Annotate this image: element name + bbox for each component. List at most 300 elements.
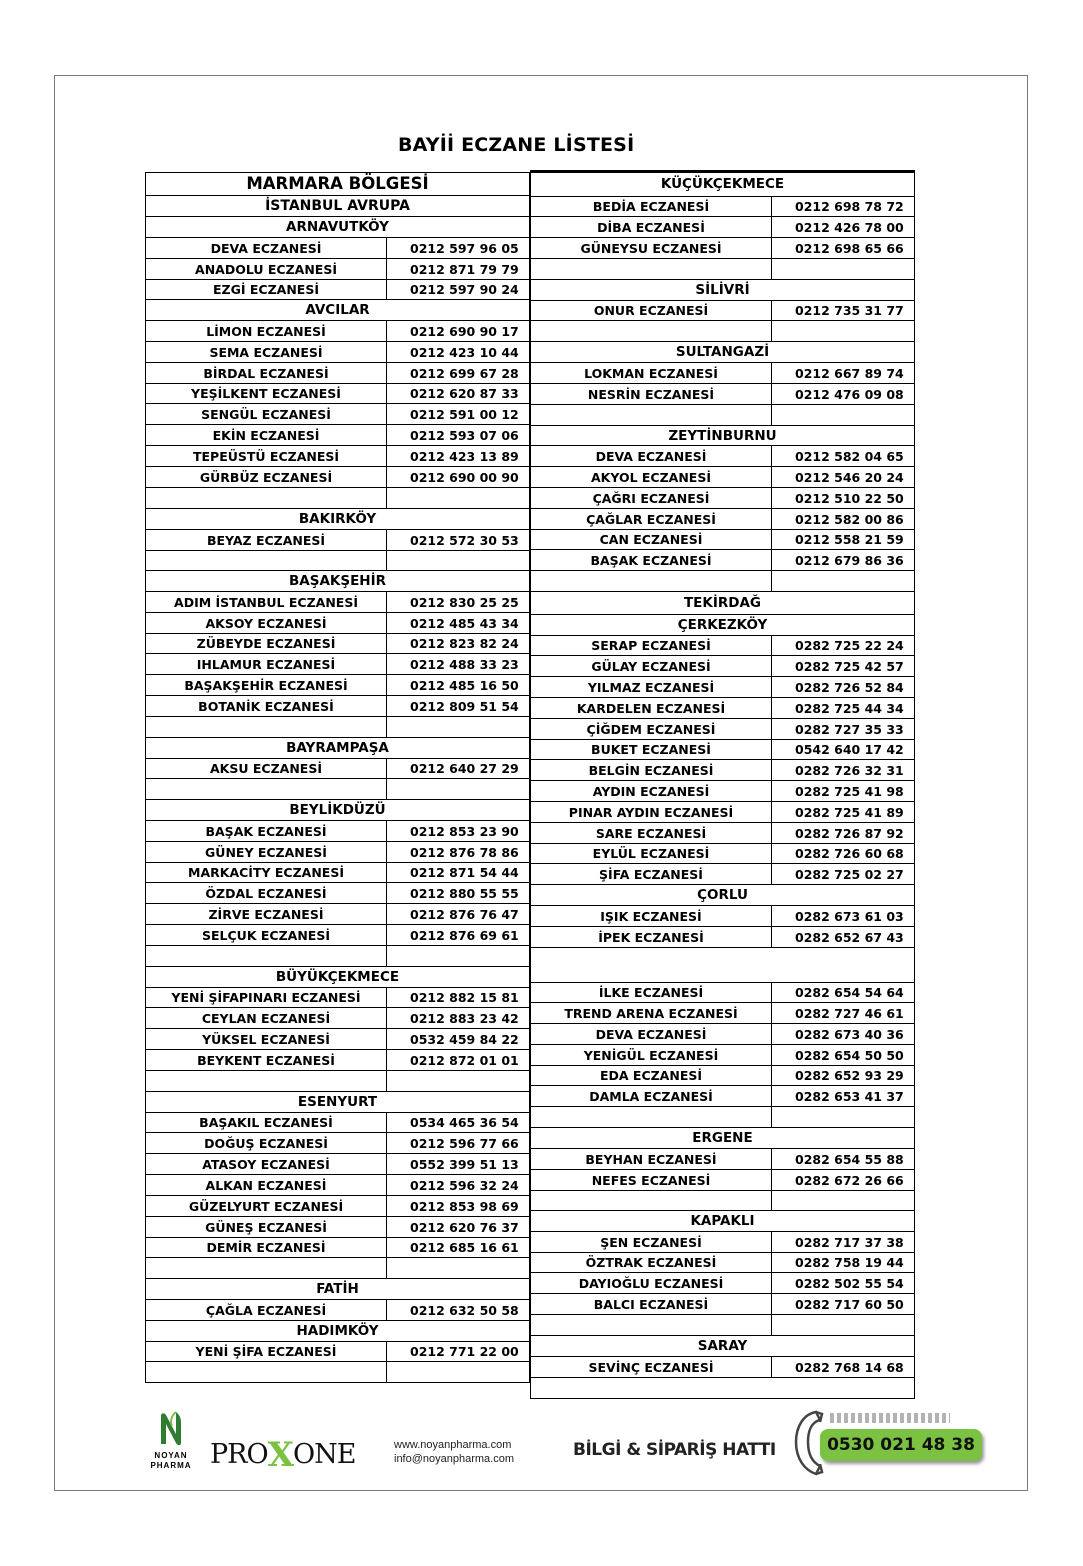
pharmacy-row bbox=[145, 237, 529, 258]
pharmacy-phone: 0212 597 96 05 bbox=[410, 241, 519, 256]
district-header: BEYLİKDÜZÜ bbox=[145, 799, 529, 820]
pharmacy-name: EDA ECZANESİ bbox=[531, 1066, 772, 1085]
pharmacy-row bbox=[145, 1028, 529, 1049]
pharmacy-phone: 0212 546 20 24 bbox=[795, 470, 904, 485]
pharmacy-phone: 0282 654 50 50 bbox=[795, 1048, 904, 1063]
district-header: ÇORLU bbox=[531, 884, 914, 905]
pharmacy-row bbox=[145, 258, 529, 279]
pharmacy-phone: 0212 876 69 61 bbox=[410, 928, 519, 943]
pharmacy-row bbox=[531, 1002, 914, 1023]
pharmacy-phone: 0282 768 14 68 bbox=[795, 1360, 904, 1375]
pharmacy-name: BAŞAK ECZANESİ bbox=[531, 550, 772, 570]
pharmacy-row bbox=[531, 843, 914, 863]
pharmacy-name: NESRİN ECZANESİ bbox=[531, 384, 772, 404]
pharmacy-phone: 0212 679 86 36 bbox=[795, 553, 904, 568]
pharmacy-row bbox=[145, 591, 529, 612]
pharmacy-row bbox=[531, 1065, 914, 1085]
pharmacy-row bbox=[531, 1293, 914, 1314]
pharmacy-row bbox=[145, 341, 529, 362]
pharmacy-name bbox=[146, 1258, 387, 1278]
pharmacy-name: SELÇUK ECZANESİ bbox=[146, 925, 387, 945]
pharmacy-phone: 0212 685 16 61 bbox=[410, 1240, 519, 1255]
pharmacy-row bbox=[531, 1252, 914, 1272]
pharmacy-row bbox=[145, 424, 529, 445]
pharmacy-row bbox=[145, 820, 529, 841]
pharmacy-row bbox=[145, 987, 529, 1007]
pharmacy-row bbox=[145, 903, 529, 924]
pharmacy-name: DİBA ECZANESİ bbox=[531, 217, 772, 237]
district-header: ESENYURT bbox=[145, 1091, 529, 1112]
pharmacy-row bbox=[531, 1085, 914, 1106]
pharmacy-phone: 0212 632 50 58 bbox=[410, 1303, 519, 1318]
pharmacy-phone bbox=[772, 1315, 914, 1335]
pharmacy-name: BEYHAN ECZANESİ bbox=[531, 1149, 772, 1169]
pharmacy-row bbox=[531, 1314, 914, 1335]
pharmacy-row bbox=[145, 1132, 529, 1153]
pharmacy-name: TREND ARENA ECZANESİ bbox=[531, 1003, 772, 1023]
pharmacy-phone: 0282 652 67 43 bbox=[795, 930, 904, 945]
pharmacy-name bbox=[146, 779, 387, 799]
pharmacy-row bbox=[531, 780, 914, 801]
district-header: İSTANBUL AVRUPA bbox=[145, 195, 529, 216]
pharmacy-name: CEYLAN ECZANESİ bbox=[146, 1008, 387, 1028]
pharmacy-row bbox=[145, 653, 529, 674]
pharmacy-row bbox=[531, 1169, 914, 1190]
pharmacy-name: ÇAĞRI ECZANESİ bbox=[531, 488, 772, 508]
pharmacy-row bbox=[531, 1044, 914, 1065]
pharmacy-phone: 0212 620 87 33 bbox=[410, 386, 519, 401]
pharmacy-name: BUKET ECZANESİ bbox=[531, 740, 772, 759]
pharmacy-row bbox=[531, 718, 914, 739]
pharmacy-row bbox=[531, 570, 914, 591]
pharmacy-phone: 0212 593 07 06 bbox=[410, 428, 519, 443]
pharmacy-phone: 0212 876 78 86 bbox=[410, 845, 519, 860]
district-header: ZEYTİNBURNU bbox=[531, 425, 914, 445]
pharmacy-row bbox=[145, 1007, 529, 1028]
pharmacy-row bbox=[531, 863, 914, 884]
pharmacy-row bbox=[531, 635, 914, 655]
district-header: BAŞAKŞEHİR bbox=[145, 570, 529, 591]
pharmacy-name: SEVİNÇ ECZANESİ bbox=[531, 1357, 772, 1377]
pharmacy-name: BELGİN ECZANESİ bbox=[531, 760, 772, 780]
pharmacy-name: YEŞİLKENT ECZANESİ bbox=[146, 384, 387, 403]
pharmacy-phone bbox=[387, 717, 529, 737]
noyan-leaf-icon bbox=[157, 1410, 185, 1446]
pharmacy-phone: 0212 823 82 24 bbox=[410, 636, 519, 651]
district-header: SULTANGAZİ bbox=[531, 341, 914, 362]
pharmacy-name: ÇAĞLAR ECZANESİ bbox=[531, 509, 772, 529]
district-header: BÜYÜKÇEKMECE bbox=[145, 966, 529, 987]
pharmacy-phone: 0282 726 52 84 bbox=[795, 680, 904, 695]
pharmacy-name bbox=[531, 571, 772, 591]
pharmacy-name: ONUR ECZANESİ bbox=[531, 301, 772, 320]
pharmacy-name: GÜNEY ECZANESİ bbox=[146, 842, 387, 862]
pharmacy-name: AKYOL ECZANESİ bbox=[531, 467, 772, 487]
pharmacy-row bbox=[531, 1190, 914, 1210]
district-header: AVCILAR bbox=[145, 299, 529, 320]
pharmacy-phone: 0212 698 78 72 bbox=[795, 199, 904, 214]
pharmacy-row bbox=[145, 1299, 529, 1320]
pharmacy-row bbox=[145, 695, 529, 716]
pharmacy-row bbox=[531, 655, 914, 676]
pharmacy-phone: 0212 853 23 90 bbox=[410, 824, 519, 839]
pharmacy-phone: 0282 725 02 27 bbox=[795, 867, 904, 882]
pharmacy-phone: 0282 725 41 98 bbox=[795, 784, 904, 799]
pharmacy-row bbox=[145, 550, 529, 570]
pharmacy-phone: 0212 485 43 34 bbox=[410, 616, 519, 631]
pharmacy-phone: 0212 853 98 69 bbox=[410, 1199, 519, 1214]
pharmacy-name: MARKACİTY ECZANESİ bbox=[146, 863, 387, 882]
pharmacy-phone: 0282 726 87 92 bbox=[795, 826, 904, 841]
pharmacy-phone: 0212 426 78 00 bbox=[795, 220, 904, 235]
pharmacy-row bbox=[531, 1356, 914, 1377]
pharmacy-name: CAN ECZANESİ bbox=[531, 530, 772, 549]
pharmacy-row bbox=[531, 822, 914, 843]
pharmacy-row bbox=[531, 258, 914, 279]
pharmacy-name: DAMLA ECZANESİ bbox=[531, 1086, 772, 1106]
email-link[interactable]: info@noyanpharma.com bbox=[394, 1453, 515, 1465]
proxone-logo-pro: PRO bbox=[210, 1439, 268, 1470]
pharmacy-row bbox=[531, 383, 914, 404]
pharmacy-row bbox=[531, 1023, 914, 1044]
pharmacy-name: ATASOY ECZANESİ bbox=[146, 1154, 387, 1174]
pharmacy-name: GÜNEŞ ECZANESİ bbox=[146, 1217, 387, 1237]
pharmacy-name: BEYKENT ECZANESİ bbox=[146, 1050, 387, 1070]
pharmacy-row bbox=[145, 1153, 529, 1174]
pharmacy-name: ALKAN ECZANESİ bbox=[146, 1175, 387, 1195]
district-header: KÜÇÜKÇEKMECE bbox=[660, 176, 785, 192]
pharmacy-phone: 0212 582 00 86 bbox=[795, 512, 904, 527]
pharmacy-row bbox=[145, 1049, 529, 1070]
pharmacy-name bbox=[531, 1315, 772, 1335]
pharmacy-phone: 0212 698 65 66 bbox=[795, 241, 904, 256]
left-pharmacy-table bbox=[145, 172, 530, 1383]
pharmacy-name: DEVA ECZANESİ bbox=[531, 446, 772, 466]
pharmacy-name: BOTANİK ECZANESİ bbox=[146, 696, 387, 716]
right-pharmacy-table bbox=[530, 172, 915, 1399]
pharmacy-name: GÜRBÜZ ECZANESİ bbox=[146, 467, 387, 487]
pharmacy-name: BEDİA ECZANESİ bbox=[531, 197, 772, 216]
district-header: ARNAVUTKÖY bbox=[145, 216, 529, 237]
pharmacy-name: AYDIN ECZANESİ bbox=[531, 781, 772, 801]
pharmacy-row bbox=[145, 1257, 529, 1278]
pharmacy-name: EKİN ECZANESİ bbox=[146, 425, 387, 445]
pharmacy-row bbox=[145, 1070, 529, 1091]
pharmacy-phone: 0212 596 32 24 bbox=[410, 1178, 519, 1193]
noyan-logo-line2: PHARMA bbox=[150, 1461, 192, 1470]
pharmacy-phone: 0552 399 51 13 bbox=[410, 1157, 519, 1172]
pharmacy-row bbox=[531, 300, 914, 320]
pharmacy-name: ANADOLU ECZANESİ bbox=[146, 259, 387, 279]
pharmacy-row bbox=[145, 945, 529, 966]
pharmacy-name bbox=[146, 1362, 387, 1382]
pharmacy-row bbox=[531, 529, 914, 549]
pharmacy-phone: 0282 725 44 34 bbox=[795, 701, 904, 716]
pharmacy-row bbox=[145, 362, 529, 383]
pharmacy-name: DEMİR ECZANESİ bbox=[146, 1238, 387, 1257]
district-header: BAYRAMPAŞA bbox=[145, 737, 529, 758]
pharmacy-name: SERAP ECZANESİ bbox=[531, 636, 772, 655]
pharmacy-name: GÜZELYURT ECZANESİ bbox=[146, 1196, 387, 1216]
pharmacy-name bbox=[146, 1071, 387, 1091]
pharmacy-row bbox=[531, 1106, 914, 1127]
pharmacy-phone: 0212 558 21 59 bbox=[795, 532, 904, 547]
pharmacy-name: LİMON ECZANESİ bbox=[146, 321, 387, 341]
pharmacy-row bbox=[531, 549, 914, 570]
pharmacy-name: BALCI ECZANESİ bbox=[531, 1294, 772, 1314]
pharmacy-row bbox=[145, 1195, 529, 1216]
pharmacy-phone: 0212 882 15 81 bbox=[410, 990, 519, 1005]
spacer-row bbox=[531, 947, 914, 982]
pharmacy-phone: 0282 725 22 24 bbox=[795, 638, 904, 653]
pharmacy-row bbox=[145, 882, 529, 903]
pharmacy-phone bbox=[772, 259, 914, 279]
noyan-logo-line1: NOYAN bbox=[154, 1451, 188, 1460]
pharmacy-phone: 0282 726 32 31 bbox=[795, 763, 904, 778]
district-header: FATİH bbox=[145, 1278, 529, 1299]
pharmacy-row bbox=[531, 237, 914, 258]
pharmacy-row bbox=[145, 1112, 529, 1132]
hotline-number[interactable]: 0530 021 48 38 bbox=[820, 1429, 982, 1461]
pharmacy-name: GÜLAY ECZANESİ bbox=[531, 656, 772, 676]
pharmacy-phone bbox=[772, 571, 914, 591]
pharmacy-name: SEMA ECZANESİ bbox=[146, 342, 387, 362]
pharmacy-row bbox=[531, 487, 914, 508]
pharmacy-phone: 0212 876 76 47 bbox=[410, 907, 519, 922]
pharmacy-row bbox=[145, 1216, 529, 1237]
pharmacy-name: DAYIOĞLU ECZANESİ bbox=[531, 1273, 772, 1293]
district-header: KAPAKLI bbox=[531, 1210, 914, 1231]
pharmacy-row bbox=[145, 674, 529, 695]
pharmacy-name: BİRDAL ECZANESİ bbox=[146, 363, 387, 383]
pharmacy-name: DEVA ECZANESİ bbox=[531, 1024, 772, 1044]
pharmacy-phone bbox=[772, 405, 914, 425]
pharmacy-row bbox=[531, 404, 914, 425]
pharmacy-row bbox=[531, 196, 914, 216]
district-header: SARAY bbox=[531, 1335, 914, 1356]
pharmacy-name: ÖZTRAK ECZANESİ bbox=[531, 1253, 772, 1272]
pharmacy-row bbox=[145, 487, 529, 508]
pharmacy-row bbox=[145, 320, 529, 341]
pharmacy-phone: 0212 488 33 23 bbox=[410, 657, 519, 672]
pharmacy-name bbox=[531, 1191, 772, 1210]
pharmacy-row bbox=[145, 1361, 529, 1382]
contact-links bbox=[394, 1438, 514, 1466]
pharmacy-phone: 0212 871 79 79 bbox=[410, 262, 519, 277]
pharmacy-phone: 0282 672 26 66 bbox=[795, 1173, 904, 1188]
website-link[interactable]: www.noyanpharma.com bbox=[394, 1439, 512, 1451]
pharmacy-row bbox=[145, 1341, 529, 1361]
pharmacy-name: KARDELEN ECZANESİ bbox=[531, 698, 772, 718]
district-header: HADIMKÖY bbox=[145, 1320, 529, 1341]
pharmacy-phone: 0282 726 60 68 bbox=[795, 846, 904, 861]
pharmacy-row bbox=[145, 279, 529, 299]
pharmacy-phone: 0532 459 84 22 bbox=[410, 1032, 519, 1047]
pharmacy-name: GÜNEYSU ECZANESİ bbox=[531, 238, 772, 258]
page-title: BAYİİ ECZANE LİSTESİ bbox=[398, 134, 635, 156]
pharmacy-name: ÇAĞLA ECZANESİ bbox=[146, 1300, 387, 1320]
pharmacy-name: IHLAMUR ECZANESİ bbox=[146, 654, 387, 674]
pharmacy-name: LOKMAN ECZANESİ bbox=[531, 363, 772, 383]
pharmacy-row bbox=[145, 758, 529, 778]
pharmacy-name: ÖZDAL ECZANESİ bbox=[146, 883, 387, 903]
pharmacy-phone: 0212 880 55 55 bbox=[410, 886, 519, 901]
pharmacy-row bbox=[531, 320, 914, 341]
pharmacy-name: ZİRVE ECZANESİ bbox=[146, 904, 387, 924]
pharmacy-name: EZGİ ECZANESİ bbox=[146, 280, 387, 299]
pharmacy-phone bbox=[387, 488, 529, 508]
pharmacy-phone: 0282 725 42 57 bbox=[795, 659, 904, 674]
pharmacy-phone: 0212 423 10 44 bbox=[410, 345, 519, 360]
pharmacy-phone: 0212 423 13 89 bbox=[410, 449, 519, 464]
pharmacy-phone: 0212 591 00 12 bbox=[410, 407, 519, 422]
pharmacy-name: BEYAZ ECZANESİ bbox=[146, 530, 387, 550]
pharmacy-row bbox=[531, 676, 914, 697]
pharmacy-phone: 0282 717 37 38 bbox=[795, 1235, 904, 1250]
pharmacy-row bbox=[531, 216, 914, 237]
pharmacy-name: YENİGÜL ECZANESİ bbox=[531, 1045, 772, 1065]
pharmacy-phone: 0212 872 01 01 bbox=[410, 1053, 519, 1068]
pharmacy-name: YÜKSEL ECZANESİ bbox=[146, 1029, 387, 1049]
pharmacy-name bbox=[531, 321, 772, 341]
pharmacy-phone: 0212 871 54 44 bbox=[410, 865, 519, 880]
pharmacy-name: AKSOY ECZANESİ bbox=[146, 613, 387, 633]
pharmacy-phone: 0282 717 60 50 bbox=[795, 1297, 904, 1312]
pharmacy-phone: 0282 653 41 37 bbox=[795, 1089, 904, 1104]
pharmacy-name: DOĞUŞ ECZANESİ bbox=[146, 1133, 387, 1153]
pharmacy-phone: 0282 727 46 61 bbox=[795, 1006, 904, 1021]
proxone-logo bbox=[210, 1432, 356, 1475]
pharmacy-row bbox=[145, 445, 529, 466]
pharmacy-name bbox=[146, 717, 387, 737]
pharmacy-name: AKSU ECZANESİ bbox=[146, 759, 387, 778]
pharmacy-phone: 0212 485 16 50 bbox=[410, 678, 519, 693]
pharmacy-row bbox=[531, 1148, 914, 1169]
pharmacy-name bbox=[146, 946, 387, 966]
pharmacy-phone bbox=[387, 551, 529, 570]
pharmacy-phone: 0282 727 35 33 bbox=[795, 722, 904, 737]
pharmacy-row bbox=[145, 716, 529, 737]
pharmacy-row bbox=[531, 739, 914, 759]
district-header: TEKİRDAĞ bbox=[531, 591, 914, 614]
pharmacy-name: SENGÜL ECZANESİ bbox=[146, 404, 387, 424]
pharmacy-phone: 0212 699 67 28 bbox=[410, 366, 519, 381]
pharmacy-name: ŞİFA ECZANESİ bbox=[531, 864, 772, 884]
pharmacy-row bbox=[531, 1272, 914, 1293]
pharmacy-name: NEFES ECZANESİ bbox=[531, 1170, 772, 1190]
pharmacy-phone: 0282 654 54 64 bbox=[795, 985, 904, 1000]
pharmacy-name: BAŞAK ECZANESİ bbox=[146, 821, 387, 841]
pharmacy-row bbox=[531, 905, 914, 926]
pharmacy-row bbox=[531, 982, 914, 1002]
pharmacy-phone bbox=[387, 946, 529, 966]
pharmacy-name: YENİ ŞİFA ECZANESİ bbox=[146, 1342, 387, 1361]
pharmacy-phone: 0212 690 90 17 bbox=[410, 324, 519, 339]
pharmacy-name: ZÜBEYDE ECZANESİ bbox=[146, 634, 387, 653]
pharmacy-phone: 0212 640 27 29 bbox=[410, 761, 519, 776]
district-header: BAKIRKÖY bbox=[145, 508, 529, 529]
pharmacy-row bbox=[145, 633, 529, 653]
pharmacy-phone: 0282 673 40 36 bbox=[795, 1027, 904, 1042]
pharmacy-phone bbox=[772, 321, 914, 341]
pharmacy-name: PINAR AYDIN ECZANESİ bbox=[531, 802, 772, 822]
pharmacy-phone: 0212 809 51 54 bbox=[410, 699, 519, 714]
pharmacy-name: DEVA ECZANESİ bbox=[146, 238, 387, 258]
pharmacy-name bbox=[531, 405, 772, 425]
pharmacy-phone: 0212 582 04 65 bbox=[795, 449, 904, 464]
pharmacy-phone bbox=[387, 1362, 529, 1382]
pharmacy-phone: 0542 640 17 42 bbox=[795, 742, 904, 757]
district-header: ÇERKEZKÖY bbox=[531, 614, 914, 635]
pharmacy-phone: 0282 502 55 54 bbox=[795, 1276, 904, 1291]
pharmacy-phone: 0282 654 55 88 bbox=[795, 1152, 904, 1167]
pharmacy-name: TEPEÜSTÜ ECZANESİ bbox=[146, 446, 387, 466]
pharmacy-phone: 0212 735 31 77 bbox=[795, 303, 904, 318]
pharmacy-phone bbox=[387, 779, 529, 799]
pharmacy-phone: 0212 620 76 37 bbox=[410, 1220, 519, 1235]
pharmacy-row bbox=[145, 403, 529, 424]
pharmacy-phone bbox=[387, 1071, 529, 1091]
pharmacy-name: YENİ ŞİFAPINARI ECZANESİ bbox=[146, 988, 387, 1007]
pharmacy-name: ÇİĞDEM ECZANESİ bbox=[531, 719, 772, 739]
pharmacy-row bbox=[145, 612, 529, 633]
pharmacy-phone bbox=[772, 1107, 914, 1127]
pharmacy-name: YILMAZ ECZANESİ bbox=[531, 677, 772, 697]
pharmacy-phone: 0212 572 30 53 bbox=[410, 533, 519, 548]
pharmacy-phone: 0212 883 23 42 bbox=[410, 1011, 519, 1026]
pharmacy-row bbox=[145, 383, 529, 403]
pharmacy-name bbox=[531, 259, 772, 279]
pharmacy-row bbox=[145, 1237, 529, 1257]
pharmacy-row bbox=[531, 362, 914, 383]
pharmacy-name bbox=[531, 1107, 772, 1127]
pharmacy-name: BAŞAKŞEHİR ECZANESİ bbox=[146, 675, 387, 695]
pharmacy-phone: 0212 771 22 00 bbox=[410, 1344, 519, 1359]
pharmacy-phone: 0282 758 19 44 bbox=[795, 1255, 904, 1270]
pharmacy-name: ADIM İSTANBUL ECZANESİ bbox=[146, 592, 387, 612]
pharmacy-phone: 0282 725 41 89 bbox=[795, 805, 904, 820]
pharmacy-phone: 0282 652 93 29 bbox=[795, 1068, 904, 1083]
pharmacy-phone bbox=[772, 1191, 914, 1210]
pharmacy-phone: 0282 673 61 03 bbox=[795, 909, 904, 924]
pharmacy-name: EYLÜL ECZANESİ bbox=[531, 844, 772, 863]
pharmacy-phone: 0212 597 90 24 bbox=[410, 282, 519, 297]
pharmacy-phone: 0212 510 22 50 bbox=[795, 491, 904, 506]
pharmacy-name: BAŞAKIL ECZANESİ bbox=[146, 1113, 387, 1132]
district-header: SİLİVRİ bbox=[531, 279, 914, 300]
pharmacy-row bbox=[531, 926, 914, 947]
pharmacy-phone: 0212 830 25 25 bbox=[410, 595, 519, 610]
pharmacy-row bbox=[531, 466, 914, 487]
district-header: ERGENE bbox=[531, 1127, 914, 1148]
proxone-logo-x: X bbox=[267, 1435, 294, 1475]
pharmacy-phone: 0534 465 36 54 bbox=[410, 1115, 519, 1130]
pharmacy-row bbox=[145, 466, 529, 487]
pharmacy-row bbox=[531, 759, 914, 780]
pharmacy-phone: 0212 476 09 08 bbox=[795, 387, 904, 402]
pharmacy-name bbox=[146, 488, 387, 508]
hotline-decorative-stripe bbox=[830, 1413, 950, 1423]
pharmacy-phone: 0212 596 77 66 bbox=[410, 1136, 519, 1151]
pharmacy-name: SARE ECZANESİ bbox=[531, 823, 772, 843]
pharmacy-row bbox=[531, 697, 914, 718]
hotline-label: BİLGİ & SİPARİŞ HATTI bbox=[573, 1440, 776, 1460]
pharmacy-phone: 0212 667 89 74 bbox=[795, 366, 904, 381]
pharmacy-row bbox=[145, 1174, 529, 1195]
pharmacy-row bbox=[145, 529, 529, 550]
proxone-logo-one: ONE bbox=[293, 1439, 356, 1470]
pharmacy-name: ŞEN ECZANESİ bbox=[531, 1232, 772, 1252]
